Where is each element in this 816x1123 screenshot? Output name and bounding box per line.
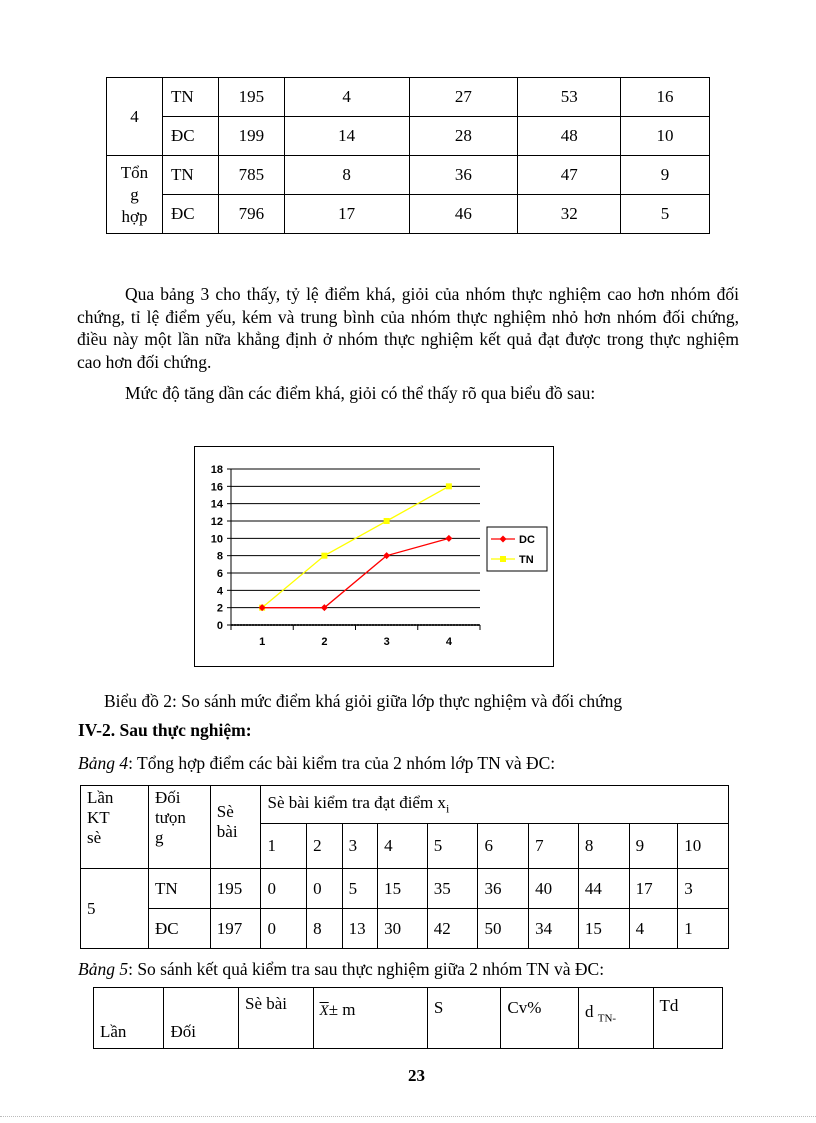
table-row bbox=[81, 909, 729, 949]
cell-lan: 4 bbox=[107, 78, 163, 156]
legend-label: DC bbox=[519, 534, 535, 546]
cell: 17 bbox=[629, 869, 678, 909]
data-point-tn bbox=[384, 518, 390, 524]
cell: 3 bbox=[678, 869, 729, 909]
cell: 10 bbox=[621, 117, 710, 156]
table5-caption bbox=[78, 959, 604, 980]
cell: 35 bbox=[427, 869, 478, 909]
table-row bbox=[107, 195, 710, 234]
cell: 48 bbox=[518, 117, 621, 156]
header-span-sub: i bbox=[445, 801, 450, 816]
table4-caption-label: Bảng 4 bbox=[78, 753, 129, 773]
table4-caption-text: : Tổng hợp điểm các bài kiểm tra của 2 nhóm lớp TN và ĐC: bbox=[128, 753, 556, 773]
y-tick-label: 12 bbox=[210, 516, 223, 528]
cell: 42 bbox=[427, 909, 478, 949]
header-td: Td bbox=[653, 988, 722, 1049]
cell: 8 bbox=[307, 909, 342, 949]
data-point-dc bbox=[445, 535, 452, 542]
table-row bbox=[81, 869, 729, 909]
y-tick-label: 0 bbox=[216, 620, 223, 632]
data-point-tn bbox=[321, 553, 327, 559]
score-header: 9 bbox=[629, 824, 678, 869]
cell: 13 bbox=[342, 909, 377, 949]
cell-count: 197 bbox=[210, 909, 261, 949]
x-tick-label: 1 bbox=[259, 636, 266, 648]
cell: 0 bbox=[261, 869, 307, 909]
cell-count: 785 bbox=[218, 156, 284, 195]
cell: 0 bbox=[261, 909, 307, 949]
page-divider bbox=[0, 1116, 816, 1117]
header-lan bbox=[81, 786, 149, 869]
cell-count: 195 bbox=[210, 869, 261, 909]
header-line: bài bbox=[216, 822, 238, 841]
tong-line: g bbox=[130, 184, 139, 204]
d-main: d bbox=[584, 1002, 594, 1021]
table5-caption-text: : So sánh kết quả kiểm tra sau thực nghiệm giữa 2 nhóm TN và ĐC: bbox=[128, 959, 605, 979]
tong-line: hợp bbox=[121, 206, 148, 226]
table-header-row bbox=[94, 988, 723, 1049]
score-header: 2 bbox=[307, 824, 342, 869]
header-mean bbox=[313, 988, 427, 1049]
cell-group: ĐC bbox=[148, 909, 210, 949]
cell: 4 bbox=[629, 909, 678, 949]
cell-lan: 5 bbox=[81, 869, 149, 949]
paragraph-1: Qua bảng 3 cho thấy, tỷ lệ điểm khá, giỏi của nhóm thực nghiệm cao hơn nhóm đối chứng, tỉ lệ điểm yếu, kém và trung bình của nhóm thực nghiệm nhỏ hơn nhóm đối chứng, điều này một lần nữa khẳng định ở nhóm thực nghiệm kết quả đạt được trong thực nghiệm cao hơn đối chứng. bbox=[77, 284, 739, 372]
cell: 16 bbox=[621, 78, 710, 117]
y-tick-label: 14 bbox=[210, 498, 223, 511]
x-tick-label: 2 bbox=[321, 636, 328, 648]
cell: 4 bbox=[284, 78, 409, 117]
cell: 40 bbox=[529, 869, 579, 909]
score-header: 3 bbox=[342, 824, 377, 869]
table-4 bbox=[80, 785, 729, 949]
section-heading: IV-2. Sau thực nghiệm: bbox=[78, 720, 252, 740]
cell: 30 bbox=[378, 909, 428, 949]
cell-count: 195 bbox=[218, 78, 284, 117]
y-tick-label: 6 bbox=[216, 568, 223, 580]
cell: 15 bbox=[378, 869, 428, 909]
cell-group: ĐC bbox=[162, 117, 218, 156]
cell-group: TN bbox=[162, 78, 218, 117]
cell: 44 bbox=[578, 869, 629, 909]
score-header: 7 bbox=[529, 824, 579, 869]
y-tick-label: 16 bbox=[210, 481, 223, 494]
header-doi: Đối bbox=[164, 988, 239, 1049]
cell: 5 bbox=[342, 869, 377, 909]
legend-box bbox=[487, 527, 547, 571]
cell-group: ĐC bbox=[162, 195, 218, 234]
cell: 28 bbox=[409, 117, 518, 156]
legend-marker-tn bbox=[500, 556, 506, 562]
y-tick-label: 10 bbox=[210, 533, 223, 546]
cell: 8 bbox=[284, 156, 409, 195]
y-tick-label: 18 bbox=[210, 464, 223, 476]
cell: 15 bbox=[578, 909, 629, 949]
legend-label: TN bbox=[519, 554, 534, 566]
header-line: sè bbox=[87, 828, 102, 847]
x-bar: $\overline{X}$ bbox=[319, 1003, 329, 1019]
table-row bbox=[107, 156, 710, 195]
table-row bbox=[107, 117, 710, 156]
table-header-row bbox=[81, 786, 729, 824]
score-header: 4 bbox=[378, 824, 428, 869]
header-line: Đối bbox=[154, 788, 181, 807]
score-header: 1 bbox=[261, 824, 307, 869]
header-cv: Cv% bbox=[501, 988, 579, 1049]
header-line: g bbox=[154, 828, 164, 847]
y-tick-label: 8 bbox=[216, 550, 223, 563]
header-doi-tuong bbox=[148, 786, 210, 869]
cell-group: TN bbox=[162, 156, 218, 195]
line-chart bbox=[194, 446, 554, 667]
table-5 bbox=[93, 987, 723, 1049]
x-tick-label: 4 bbox=[445, 636, 452, 648]
header-line: Sè bbox=[216, 802, 234, 821]
page-number: 23 bbox=[408, 1066, 425, 1085]
header-span-text: Sè bài kiểm tra đạt điểm x bbox=[267, 792, 446, 812]
header-so-bai: Sè bài bbox=[238, 988, 313, 1049]
cell: 5 bbox=[621, 195, 710, 234]
score-header: 8 bbox=[578, 824, 629, 869]
table4-caption bbox=[78, 753, 555, 774]
cell: 36 bbox=[409, 156, 518, 195]
cell: 0 bbox=[307, 869, 342, 909]
chart-svg bbox=[195, 447, 553, 666]
cell-tong-hop bbox=[107, 156, 163, 234]
tong-line: Tổn bbox=[120, 162, 149, 182]
score-header: 10 bbox=[678, 824, 729, 869]
cell: 32 bbox=[518, 195, 621, 234]
data-point-tn bbox=[446, 483, 452, 489]
paragraph-2: Mức độ tăng dần các điểm khá, giỏi có thể thấy rõ qua biểu đồ sau: bbox=[125, 383, 596, 403]
table-3 bbox=[106, 77, 710, 234]
chart-caption: Biểu đồ 2: So sánh mức điểm khá giỏi giữa lớp thực nghiệm và đối chứng bbox=[104, 691, 623, 711]
header-line: KT bbox=[87, 808, 110, 827]
cell: 46 bbox=[409, 195, 518, 234]
header-span bbox=[261, 786, 729, 824]
header-d bbox=[578, 988, 653, 1049]
cell-count: 796 bbox=[218, 195, 284, 234]
cell: 14 bbox=[284, 117, 409, 156]
cell-group: TN bbox=[148, 869, 210, 909]
header-lan: Lần bbox=[94, 988, 164, 1049]
series-line-tn bbox=[262, 486, 449, 607]
cell: 53 bbox=[518, 78, 621, 117]
header-line: Lần bbox=[87, 788, 114, 807]
cell: 47 bbox=[518, 156, 621, 195]
plus-minus-m: ± m bbox=[328, 1000, 356, 1019]
d-sub: TN- bbox=[597, 1012, 617, 1025]
table-row bbox=[107, 78, 710, 117]
y-tick-label: 2 bbox=[216, 602, 223, 615]
cell: 9 bbox=[621, 156, 710, 195]
score-header: 5 bbox=[427, 824, 478, 869]
x-tick-label: 3 bbox=[383, 636, 390, 648]
cell-count: 199 bbox=[218, 117, 284, 156]
header-so-bai bbox=[210, 786, 261, 869]
header-s: S bbox=[427, 988, 501, 1049]
score-header: 6 bbox=[478, 824, 529, 869]
cell: 36 bbox=[478, 869, 529, 909]
cell: 34 bbox=[529, 909, 579, 949]
y-tick-label: 4 bbox=[216, 585, 223, 598]
header-line: tưọn bbox=[154, 808, 186, 827]
cell: 50 bbox=[478, 909, 529, 949]
cell: 17 bbox=[284, 195, 409, 234]
table5-caption-label: Bảng 5 bbox=[78, 959, 129, 979]
cell: 27 bbox=[409, 78, 518, 117]
cell: 1 bbox=[678, 909, 729, 949]
